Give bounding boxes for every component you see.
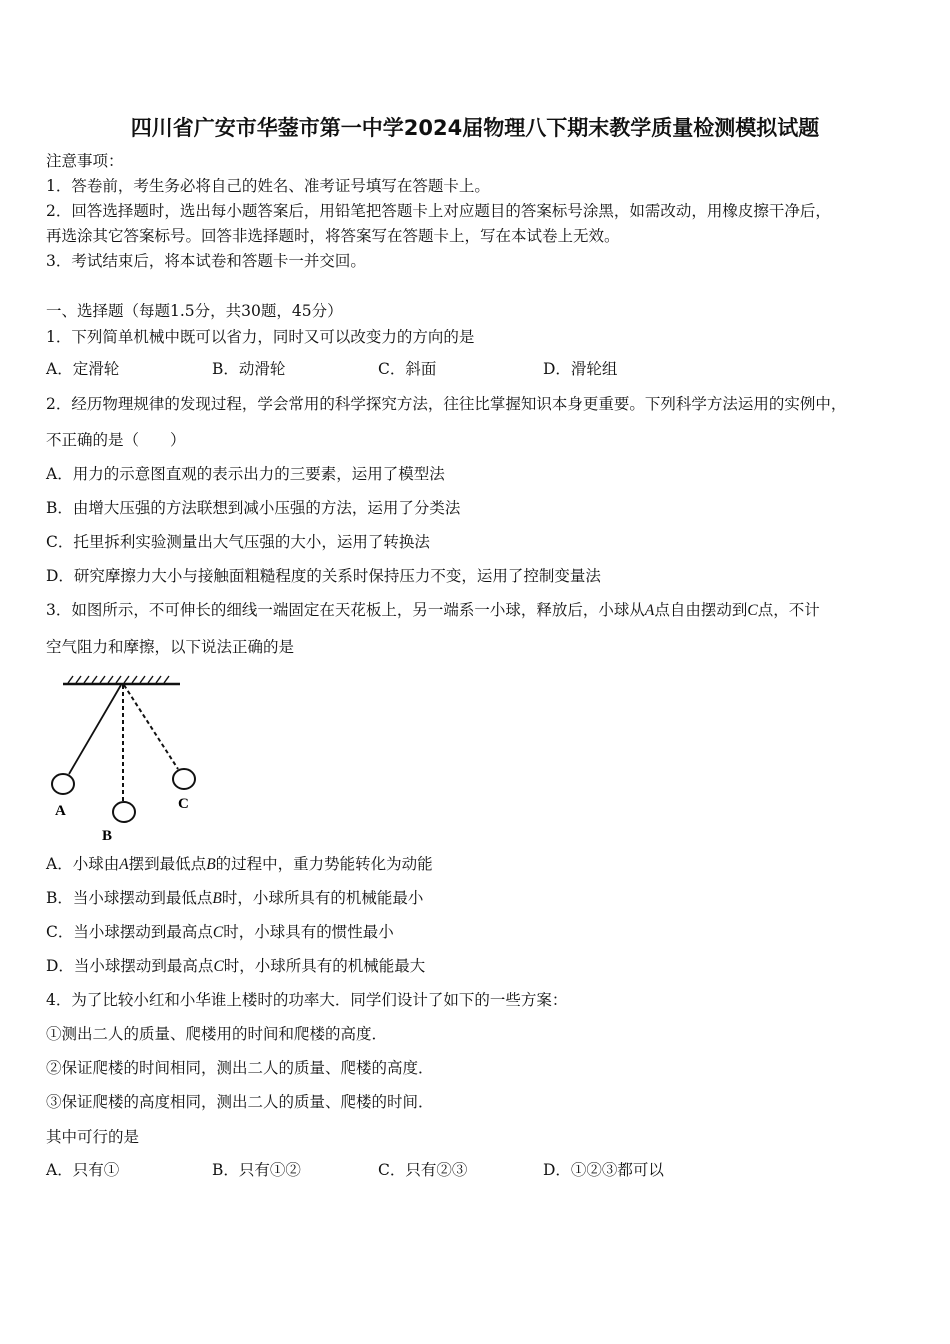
q4-plan: ②保证爬楼的时间相同，测出二人的质量、爬楼的高度． xyxy=(46,1059,434,1077)
point: B xyxy=(206,856,216,873)
q4-option-b: B．只有①② xyxy=(212,1161,301,1179)
q1-option-a: A．定滑轮 xyxy=(46,360,120,378)
q3-option-b xyxy=(46,888,423,909)
q4-plan: ①测出二人的质量、爬楼用的时间和爬楼的高度． xyxy=(46,1025,388,1043)
q1-option-d: D．滑轮组 xyxy=(543,360,618,378)
option-text: B．当小球摆动到最低点 xyxy=(46,889,213,907)
option-text: C．当小球摆动到最高点 xyxy=(46,923,213,941)
page-title: 四川省广安市华蓥市第一中学2024届物理八下期末教学质量检测模拟试题 xyxy=(130,116,820,140)
q1-stem: 1．下列简单机械中既可以省力，同时又可以改变力的方向的是 xyxy=(46,328,475,346)
q4-plan: ③保证爬楼的高度相同，测出二人的质量、爬楼的时间． xyxy=(46,1093,434,1111)
q4-prompt: 其中可行的是 xyxy=(46,1128,140,1146)
option-text: 时，小球所具有的机械能最小 xyxy=(221,889,424,907)
label-a: A xyxy=(55,803,66,819)
q4-option-c: C．只有②③ xyxy=(378,1161,468,1179)
q3-stem-text: 点，不计 xyxy=(757,601,820,619)
q2-option-a: A．用力的示意图直观的表示出力的三要素，运用了模型法 xyxy=(46,465,445,483)
point-a: A xyxy=(644,602,655,619)
notice-item: 1．答卷前，考生务必将自己的姓名、准考证号填写在答题卡上。 xyxy=(46,177,490,195)
point: A xyxy=(119,856,129,873)
option-text: 的过程中，重力势能转化为动能 xyxy=(215,855,433,873)
point: C xyxy=(213,958,224,975)
q3-option-a xyxy=(46,854,433,875)
notice-heading: 注意事项： xyxy=(46,152,124,170)
q3-stem-text: 点自由摆动到 xyxy=(654,601,748,619)
q4-option-a: A．只有① xyxy=(46,1161,120,1179)
q2-option-b: B．由增大压强的方法联想到减小压强的方法，运用了分类法 xyxy=(46,499,461,517)
section-heading: 一、选择题（每题1.5分，共30题，45分） xyxy=(46,302,343,320)
q2-stem: 2．经历物理规律的发现过程，学会常用的科学探究方法，往往比掌握知识本身更重要。下列科学方法运用的实例中， xyxy=(46,395,847,413)
q4-option-d: D．①②③都可以 xyxy=(543,1161,664,1179)
point: B xyxy=(212,890,222,907)
q4-stem: 4．为了比较小红和小华谁上楼时的功率大．同学们设计了如下的一些方案： xyxy=(46,991,568,1009)
option-text: 时，小球所具有的机械能最大 xyxy=(223,957,426,975)
label-b: B xyxy=(102,828,113,844)
point: C xyxy=(212,924,224,941)
label-c: C xyxy=(178,796,189,812)
option-text: 摆到最低点 xyxy=(128,855,207,873)
option-text: 时，小球具有的惯性最小 xyxy=(223,923,394,941)
q2-option-c: C．托里拆利实验测量出大气压强的大小，运用了转换法 xyxy=(46,533,430,551)
q3-option-d xyxy=(46,956,425,977)
option-text: D．当小球摆动到最高点 xyxy=(46,957,214,975)
q3-stem xyxy=(46,600,820,621)
pendulum-figure xyxy=(40,670,240,850)
q3-option-c xyxy=(46,922,394,943)
option-text: A．小球由 xyxy=(46,855,120,873)
q3-stem-text: 3．如图所示，不可伸长的细线一端固定在天花板上，另一端系一小球，释放后，小球从 xyxy=(46,601,645,619)
notice-item: 2．回答选择题时，选出每小题答案后，用铅笔把答题卡上对应题目的答案标号涂黑，如需改动，用橡皮擦干净后， xyxy=(46,202,831,220)
q3-stem-cont: 空气阻力和摩擦，以下说法正确的是 xyxy=(46,638,295,656)
q2-option-d: D．研究摩擦力大小与接触面粗糙程度的关系时保持压力不变，运用了控制变量法 xyxy=(46,567,601,585)
q2-stem-cont: 不正确的是（ ） xyxy=(46,431,186,449)
notice-item: 再选涂其它答案标号。回答非选择题时，将答案写在答题卡上，写在本试卷上无效。 xyxy=(46,227,620,245)
point-c: C xyxy=(747,602,758,619)
q1-option-c: C．斜面 xyxy=(378,360,437,378)
q1-option-b: B．动滑轮 xyxy=(212,360,286,378)
notice-item: 3．考试结束后，将本试卷和答题卡一并交回。 xyxy=(46,252,366,270)
